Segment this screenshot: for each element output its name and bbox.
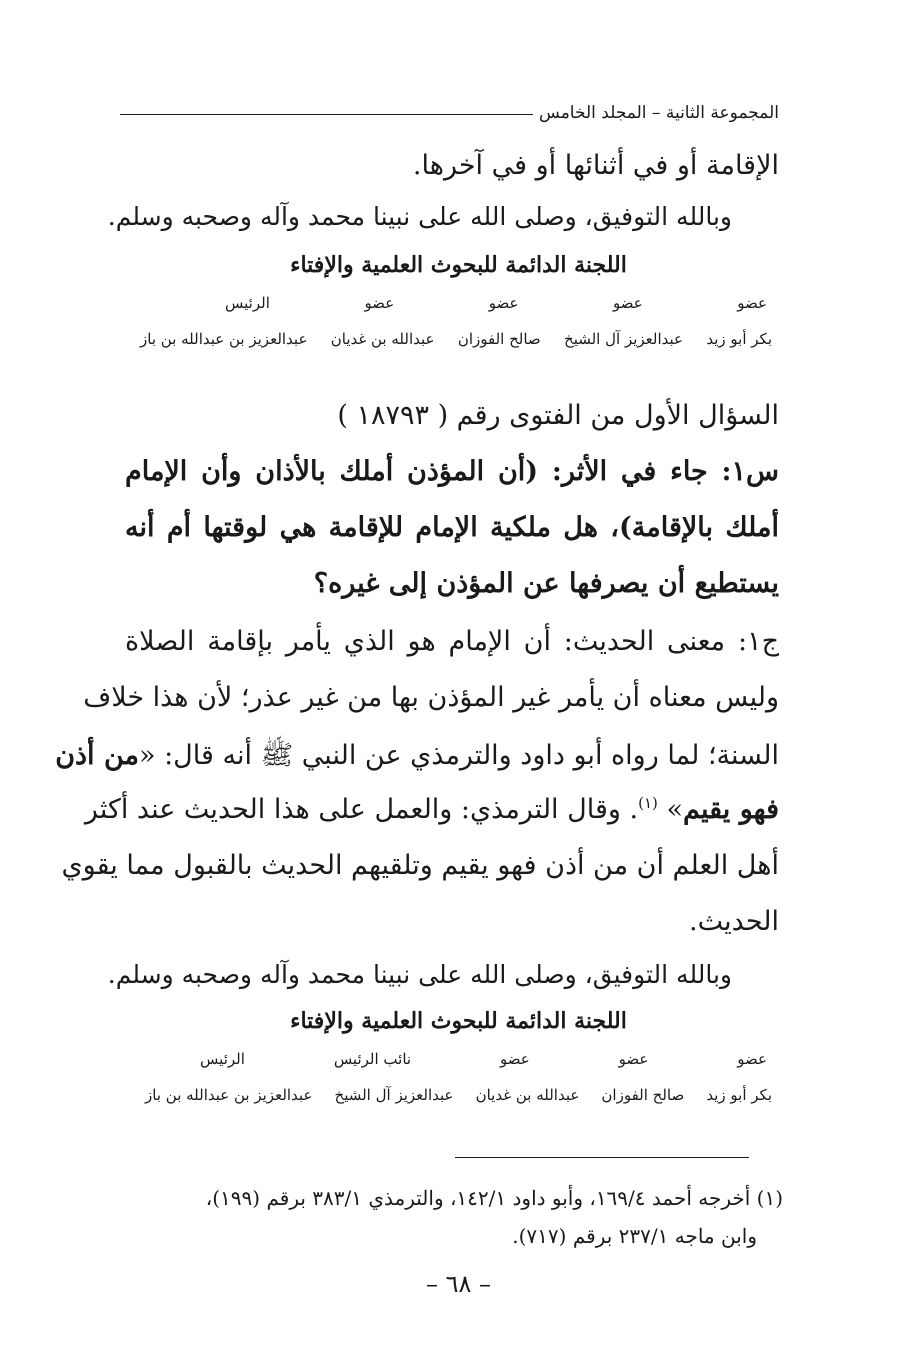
signature-role: نائب الرئيس xyxy=(333,1050,412,1068)
signatory-name: عبدالعزيز آل الشيخ xyxy=(334,1086,454,1104)
footnote-ref: (١) xyxy=(638,794,658,812)
answer-line-3 xyxy=(55,738,779,778)
signatory-name: صالح الفوزان xyxy=(457,330,541,348)
signatory-name: عبدالعزيز بن عبدالله بن باز xyxy=(145,1086,313,1104)
signatory-name: صالح الفوزان xyxy=(601,1086,685,1104)
question-line: أملك بالإقامة)، هل ملكية الإمام للإقامة هي لوقتها أم أنه xyxy=(125,512,779,543)
signature-role: الرئيس xyxy=(200,1050,245,1068)
signature-role: عضو xyxy=(500,1050,530,1068)
signatory-name: بكر أبو زيد xyxy=(706,1086,772,1104)
answer-line: أهل العلم أن من أذن فهو يقيم وتلقيهم الحديث بالقبول مما يقوي xyxy=(61,850,779,881)
fatwa2-closing: وبالله التوفيق، وصلى الله على نبينا محمد وآله وصحبه وسلم. xyxy=(107,960,732,989)
fatwa1-last-line: الإقامة أو في أثنائها أو في آخرها. xyxy=(412,150,779,181)
running-header xyxy=(120,98,779,128)
header-rule xyxy=(120,114,533,115)
signatory-name: عبدالله بن غديان xyxy=(330,330,435,348)
question-line: يستطيع أن يصرفها عن المؤذن إلى غيره؟ xyxy=(313,568,779,599)
hadith-close: » xyxy=(666,794,683,825)
fatwa2-committee-title: اللجنة الدائمة للبحوث العلمية والإفتاء xyxy=(290,1008,627,1034)
signatory-name: عبدالله بن غديان xyxy=(475,1086,580,1104)
fatwa1-committee-title: اللجنة الدائمة للبحوث العلمية والإفتاء xyxy=(290,252,627,278)
signatory-name: بكر أبو زيد xyxy=(706,330,772,348)
signature-role: عضو xyxy=(613,294,643,312)
fatwa2-heading: السؤال الأول من الفتوى رقم ( ١٨٧٩٣ ) xyxy=(337,400,779,431)
signature-role: عضو xyxy=(618,1050,649,1068)
answer-line: ج١: معنى الحديث: أن الإمام هو الذي يأمر بإقامة الصلاة xyxy=(125,626,779,657)
answer-line: وليس معناه أن يأمر غير المؤذن بها من غير عذر؛ لأن هذا خلاف xyxy=(83,682,779,713)
footnote-line: وابن ماجه ٢٣٧/١ برقم (٧١٧). xyxy=(512,1224,757,1248)
answer-line-4 xyxy=(85,794,779,825)
hadith-text: من أذن xyxy=(55,740,139,771)
signature-role: الرئيس xyxy=(225,294,270,312)
signature-role: عضو xyxy=(737,294,767,312)
signature-role: عضو xyxy=(488,294,519,312)
hadith-text: فهو يقيم xyxy=(683,794,779,825)
signatory-name: عبدالعزيز بن عبدالله بن باز xyxy=(140,330,308,348)
signature-role: عضو xyxy=(737,1050,767,1068)
fatwa2-signature-names xyxy=(145,1086,772,1104)
footnote-line: (١) أخرجه أحمد ١٦٩/٤، وأبو داود ١٤٢/١، والترمذي ٣٨٣/١ برقم (١٩٩)، xyxy=(205,1186,783,1210)
signatory-name: عبدالعزيز آل الشيخ xyxy=(564,330,683,348)
question-line: س١: جاء في الأثر: (أن المؤذن أملك بالأذان وأن الإمام xyxy=(125,456,779,487)
signature-role: عضو xyxy=(364,294,395,312)
answer-line: . وقال الترمذي: والعمل على هذا الحديث عند أكثر xyxy=(84,794,639,825)
fatwa1-closing: وبالله التوفيق، وصلى الله على نبينا محمد وآله وصحبه وسلم. xyxy=(107,202,732,231)
footnote-separator xyxy=(455,1157,749,1158)
answer-line: السنة؛ لما رواه أبو داود والترمذي عن النبي ﷺ أنه قال: « xyxy=(138,740,779,771)
fatwa1-signature-roles xyxy=(225,294,767,312)
page-number: – ٦٨ – xyxy=(425,1270,492,1298)
fatwa2-signature-roles xyxy=(200,1050,767,1068)
fatwa1-signature-names xyxy=(140,330,772,348)
answer-line: الحديث. xyxy=(689,906,779,937)
running-title: المجموعة الثانية – المجلد الخامس xyxy=(539,103,779,123)
